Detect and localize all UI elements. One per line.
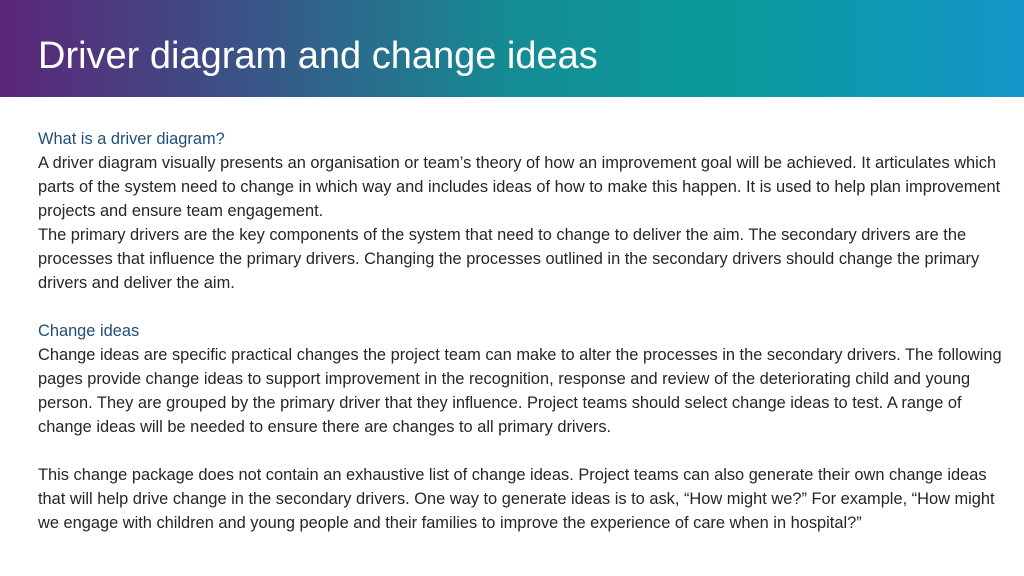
driver-diagram-paragraph-1: A driver diagram visually presents an organisation or team’s theory of how an improvement goal will be achieved. It articulates which parts of the system need to change in which way and includes ideas of how to make this happen. It is used to help plan improvement projects and ensure team engagement. xyxy=(38,154,1001,220)
change-ideas-paragraph-1: Change ideas are specific practical changes the project team can make to alter the processes in the secondary drivers. The following pages provide change ideas to support improvement in the recognition, response and review of the deteriorating child and young person. They are grouped by the primary driver that they influence. Project teams should select change ideas to test. A range of change ideas will be needed to ensure there are changes to all primary drivers. xyxy=(38,346,1002,436)
slide-title: Driver diagram and change ideas xyxy=(38,35,598,77)
driver-diagram-paragraph-2: The primary drivers are the key components of the system that need to change to deliver the aim. The secondary drivers are the processes that influence the primary drivers. Changing the processes outlined in the secondary drivers should change the primary drivers and deliver the aim. xyxy=(38,226,980,292)
change-ideas-paragraph-2: This change package does not contain an exhaustive list of change ideas. Project teams can also generate their own change ideas that will help drive change in the secondary drivers. One way to generate ideas is to ask, “How might we?” For example, “How might we engage with children and young people and their families to improve the experience of care when in hospital?” xyxy=(38,466,995,532)
paragraph-spacer xyxy=(38,439,1004,463)
title-bar xyxy=(0,0,1024,97)
change-ideas-heading: Change ideas xyxy=(38,322,140,340)
section-spacer xyxy=(38,295,1004,319)
slide-body xyxy=(38,127,1004,535)
driver-diagram-heading: What is a driver diagram? xyxy=(38,130,225,148)
